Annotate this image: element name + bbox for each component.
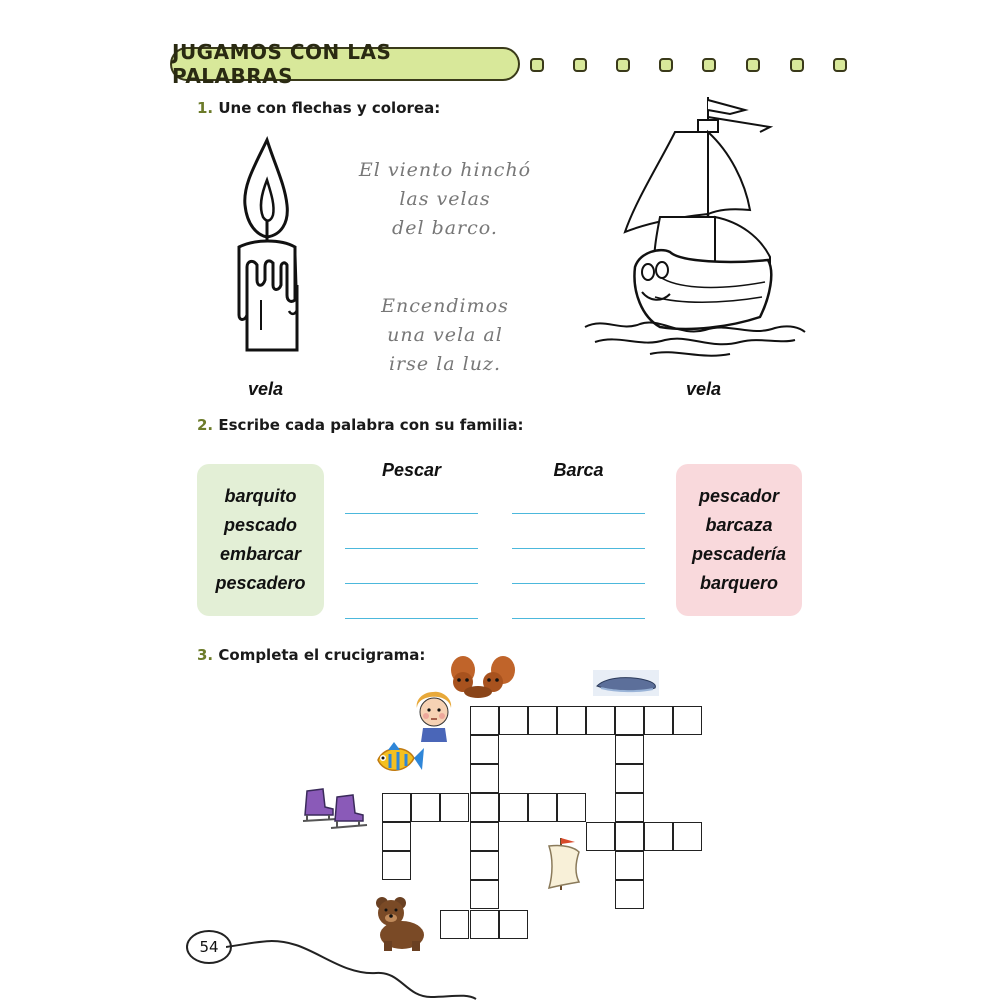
exercise2-number: 2. [197, 416, 214, 434]
crossword-cell[interactable] [586, 822, 615, 851]
ice-skates-icon [297, 783, 372, 833]
crossword-cell[interactable] [470, 793, 499, 822]
sentence-1-line: del barco. [392, 217, 498, 239]
crossword-cell[interactable] [644, 822, 673, 851]
word-item: pescador [698, 486, 780, 506]
crossword-cell[interactable] [382, 793, 411, 822]
crossword-cell[interactable] [615, 764, 644, 793]
candle-caption: vela [248, 379, 284, 399]
fish-icon [370, 738, 425, 784]
crossword-cell[interactable] [382, 851, 411, 880]
exercise2-text: Escribe cada palabra con su familia: [218, 416, 524, 434]
crossword-cell[interactable] [673, 706, 702, 735]
crossword-cell[interactable] [615, 735, 644, 764]
sentence-1-line: las velas [399, 188, 491, 210]
crossword-cell[interactable] [470, 735, 499, 764]
word-item: barcaza [705, 515, 773, 535]
crossword-cell[interactable] [470, 764, 499, 793]
crossword-cell[interactable] [557, 793, 586, 822]
exercise3-number: 3. [197, 646, 214, 664]
crossword-cell[interactable] [470, 822, 499, 851]
crossword-cell[interactable] [673, 822, 702, 851]
exercise1-text: Une con flechas y colorea: [218, 99, 441, 117]
column-heading-barca: Barca [553, 460, 604, 480]
crossword-cell[interactable] [440, 793, 469, 822]
crossword-cell[interactable] [528, 793, 557, 822]
crossword-cell[interactable] [470, 706, 499, 735]
crossword-cell[interactable] [470, 851, 499, 880]
sentence-2-line: Encendimos [381, 295, 509, 317]
column-heading-pescar: Pescar [381, 460, 442, 480]
page-number: 54 [186, 930, 232, 964]
crossword-cell[interactable] [499, 793, 528, 822]
sail-icon [545, 834, 583, 892]
word-item: barquero [699, 573, 778, 593]
crossword-cell[interactable] [586, 706, 615, 735]
word-item: pescado [223, 515, 298, 535]
ice-floe-icon [593, 670, 659, 696]
crossword-cell[interactable] [470, 880, 499, 909]
boy-face-icon [411, 688, 456, 744]
word-item: barquito [224, 486, 297, 506]
exercise3-text: Completa el crucigrama: [218, 646, 426, 664]
word-item: embarcar [219, 544, 302, 564]
crossword-cell[interactable] [382, 822, 411, 851]
exercise1-number: 1. [197, 99, 214, 117]
crossword-cell[interactable] [644, 706, 673, 735]
crossword-cell[interactable] [499, 706, 528, 735]
crossword-cell[interactable] [411, 793, 440, 822]
section-title: JUGAMOS CON LAS PALABRAS [170, 47, 520, 81]
squirrels-icon [445, 654, 520, 700]
crossword-cell[interactable] [557, 706, 586, 735]
sentence-1-line: El viento hinchó [358, 159, 532, 181]
crossword-cell[interactable] [615, 822, 644, 851]
crossword-cell[interactable] [615, 851, 644, 880]
crossword-cell[interactable] [615, 706, 644, 735]
crossword-cell[interactable] [528, 706, 557, 735]
crossword-cell[interactable] [615, 793, 644, 822]
sentence-2-line: irse la luz. [388, 353, 501, 375]
sentence-2-line: una vela al [387, 324, 503, 346]
word-item: pescadería [691, 544, 787, 564]
crossword-cell[interactable] [615, 880, 644, 909]
crossword-cell[interactable] [499, 910, 528, 939]
decorative-cord [226, 935, 486, 1000]
ship-caption: vela [686, 379, 722, 399]
word-item: pescadero [215, 573, 306, 593]
